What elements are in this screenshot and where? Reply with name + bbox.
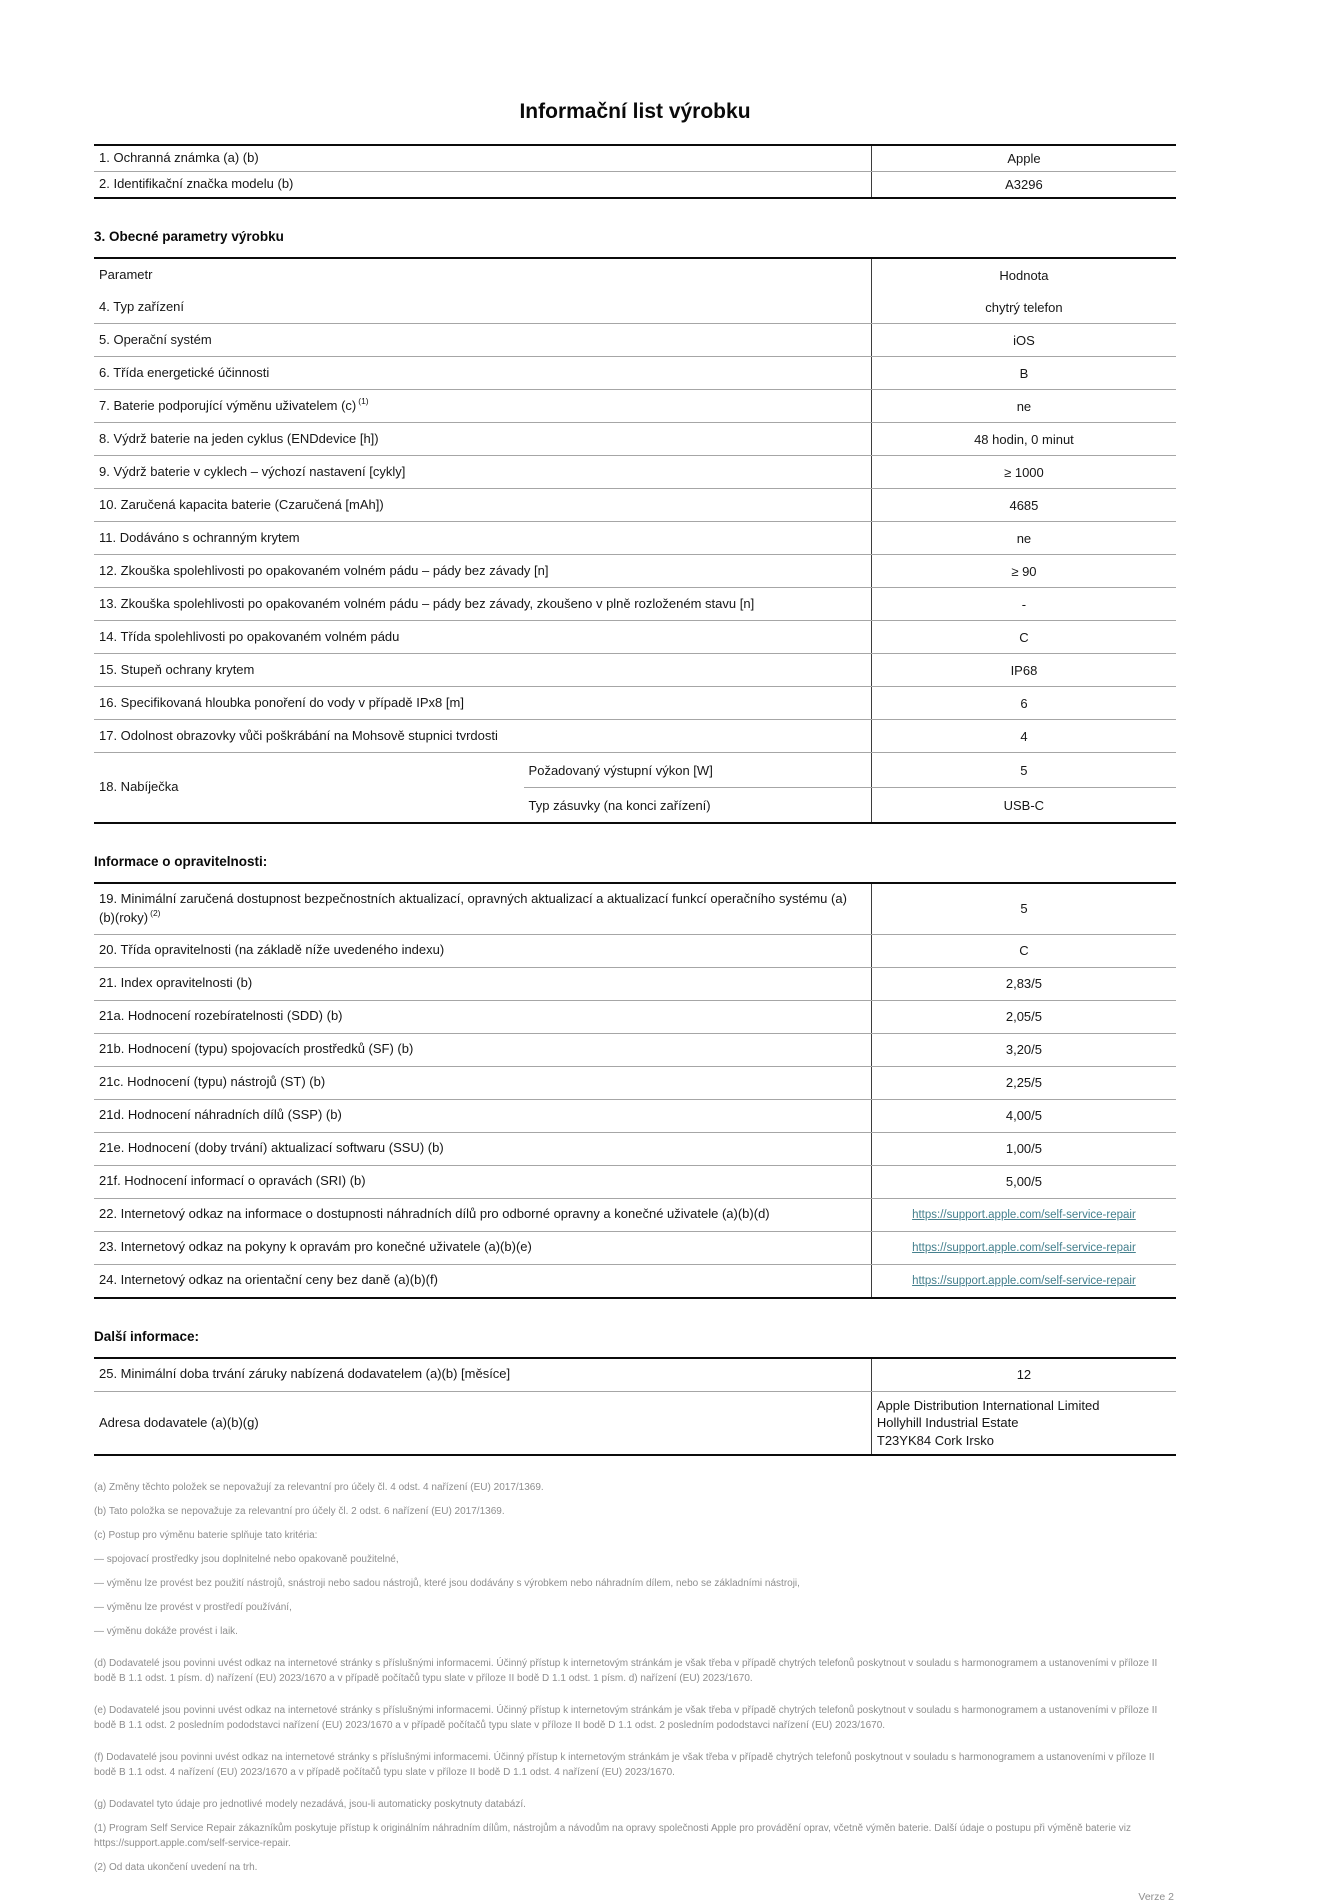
param-label-text: 20. Třída opravitelnosti (na základě níže uvedeného indexu) bbox=[99, 942, 445, 958]
param-value: 2,25/5 bbox=[871, 1067, 1176, 1099]
param-label-text: 21c. Hodnocení (typu) nástrojů (ST) (b) bbox=[99, 1074, 326, 1090]
param-label bbox=[94, 172, 871, 197]
table-row bbox=[94, 554, 1176, 587]
param-label-text: 13. Zkouška spolehlivosti po opakovaném volném pádu – pády bez závady, zkoušeno v plně rozloženém stavu [n] bbox=[99, 595, 755, 611]
table-row bbox=[94, 1066, 1176, 1099]
footnote: (d) Dodavatelé jsou povinni uvést odkaz na internetové stránky s příslušnými informacemi. Účinný přístup k internetovým stránkám je však třeba v případě chytrých telefonů poskytnout v souladu s harmonogramem a ustanoveními v příloze II bodě B 1.1 odst. 1 písm. d) nařízení (EU) 2023/1670 a v případě počítačů typu slate v příloze II bodě D 1.1 odst. 1 písm. d) nařízení (EU) 2023/1670. bbox=[94, 1658, 1158, 1685]
param-value: 6 bbox=[871, 687, 1176, 719]
param-value bbox=[871, 1232, 1176, 1264]
table-row bbox=[94, 719, 1176, 752]
param-label-text: 21e. Hodnocení (doby trvání) aktualizací softwaru (SSU) (b) bbox=[99, 1140, 444, 1156]
param-label bbox=[94, 1166, 871, 1198]
table-row bbox=[94, 686, 1176, 719]
table-row bbox=[94, 934, 1176, 967]
param-label-text: 1. Ochranná známka (a) (b) bbox=[99, 150, 259, 166]
param-label-text: 16. Specifikovaná hloubka ponoření do vody v případě IPx8 [m] bbox=[99, 694, 464, 710]
footnote: — výměnu lze provést bez použití nástrojů, snástroji nebo sadou nástrojů, které jsou dodávány s výrobkem nebo náhradním dílem, nebo se základními nástroji, bbox=[94, 1578, 800, 1590]
page-title: Informační list výrobku bbox=[519, 100, 751, 123]
self-service-repair-link[interactable]: https://support.apple.com/self-service-repair bbox=[912, 1241, 1136, 1254]
param-value bbox=[871, 1265, 1176, 1297]
table-row bbox=[94, 488, 1176, 521]
param-label-text: 21a. Hodnocení rozebíratelnosti (SDD) (b) bbox=[99, 1008, 343, 1024]
section-heading-repairability: Informace o opravitelnosti: bbox=[94, 854, 268, 869]
param-label-text: 24. Internetový odkaz na orientační ceny bez daně (a)(b)(f) bbox=[99, 1272, 438, 1288]
param-value: C bbox=[871, 935, 1176, 967]
param-value: USB-C bbox=[871, 788, 1176, 822]
footnote: (a) Změny těchto položek se nepovažují za relevantní pro účely čl. 4 odst. 4 nařízení (EU) 2017/1369. bbox=[94, 1482, 544, 1494]
self-service-repair-link[interactable]: https://support.apple.com/self-service-repair bbox=[912, 1208, 1136, 1221]
param-label bbox=[94, 687, 871, 719]
table-row bbox=[94, 1132, 1176, 1165]
footnote: — výměnu dokáže provést i laik. bbox=[94, 1626, 238, 1638]
self-service-repair-link[interactable]: https://support.apple.com/self-service-repair bbox=[912, 1274, 1136, 1287]
table-row bbox=[94, 884, 1176, 934]
param-label-text: 4. Typ zařízení bbox=[99, 298, 185, 314]
param-value: iOS bbox=[871, 324, 1176, 356]
version-label: Verze 2 bbox=[1138, 1891, 1174, 1903]
param-label bbox=[94, 423, 871, 455]
header-hodnota: Hodnota bbox=[871, 259, 1176, 291]
param-label bbox=[94, 720, 871, 752]
table-row bbox=[94, 323, 1176, 356]
table-row bbox=[94, 1033, 1176, 1066]
param-label bbox=[94, 522, 871, 554]
param-value: 2,05/5 bbox=[871, 1001, 1176, 1033]
footnote: (2) Od data ukončení uvedení na trh. bbox=[94, 1862, 258, 1874]
param-label-text: 5. Operační systém bbox=[99, 331, 212, 347]
param-label-text: 22. Internetový odkaz na informace o dostupnosti náhradních dílů pro odborné opravny a konečné uživatele (a)(b)(d) bbox=[99, 1206, 770, 1222]
footnote: (b) Tato položka se nepovažuje za relevantní pro účely čl. 2 odst. 6 nařízení (EU) 2017/1369. bbox=[94, 1506, 505, 1518]
param-label bbox=[94, 1359, 871, 1391]
param-value bbox=[871, 1392, 1176, 1455]
table-row bbox=[94, 521, 1176, 554]
other-information-table bbox=[94, 1357, 1176, 1457]
sub-rows bbox=[524, 753, 1176, 822]
param-label bbox=[94, 146, 871, 171]
param-label bbox=[94, 588, 871, 620]
param-label bbox=[94, 291, 871, 323]
footnote-ref: (2) bbox=[150, 907, 161, 918]
header-parametr: Parametr bbox=[99, 266, 153, 282]
param-label-text: 21f. Hodnocení informací o opravách (SRI) (b) bbox=[99, 1173, 366, 1189]
footnote: (g) Dodavatel tyto údaje pro jednotlivé modely nezadává, jsou-li automaticky poskytnuty databází. bbox=[94, 1799, 526, 1811]
param-value: ≥ 1000 bbox=[871, 456, 1176, 488]
param-value: B bbox=[871, 357, 1176, 389]
param-label bbox=[94, 1067, 871, 1099]
param-label-text: 23. Internetový odkaz na pokyny k opravám pro konečné uživatele (a)(b)(e) bbox=[99, 1239, 532, 1255]
param-value bbox=[871, 1199, 1176, 1231]
table-row bbox=[94, 1391, 1176, 1455]
sub-param-label: Typ zásuvky (na konci zařízení) bbox=[528, 797, 711, 813]
param-value: chytrý telefon bbox=[871, 291, 1176, 323]
section-heading-general: 3. Obecné parametry výrobku bbox=[94, 229, 284, 244]
param-value: 4685 bbox=[871, 489, 1176, 521]
table-row bbox=[94, 1165, 1176, 1198]
param-label bbox=[94, 390, 871, 422]
footnote: (c) Postup pro výměnu baterie splňuje tato kritéria: bbox=[94, 1530, 318, 1542]
param-label-text: 17. Odolnost obrazovky vůči poškrábání na Mohsově stupnici tvrdosti bbox=[99, 727, 498, 743]
footnote-ref: (1) bbox=[358, 395, 369, 406]
footnote: — spojovací prostředky jsou doplnitelné nebo opakovaně použitelné, bbox=[94, 1554, 399, 1566]
param-label-text: 12. Zkouška spolehlivosti po opakovaném volném pádu – pády bez závady [n] bbox=[99, 562, 549, 578]
param-label-text: 21d. Hodnocení náhradních dílů (SSP) (b) bbox=[99, 1107, 342, 1123]
param-value: 1,00/5 bbox=[871, 1133, 1176, 1165]
table-row bbox=[94, 620, 1176, 653]
sub-row bbox=[524, 753, 1176, 787]
param-label-text: 2. Identifikační značka modelu (b) bbox=[99, 176, 294, 192]
param-label bbox=[94, 357, 871, 389]
param-label-text: Adresa dodavatele (a)(b)(g) bbox=[99, 1414, 259, 1430]
param-label bbox=[94, 654, 871, 686]
footnote: (1) Program Self Service Repair zákazníkům poskytuje přístup k originálním náhradním dílům, nástrojům a návodům na opravy společnosti Apple pro provádění oprav, včetně výměn baterie. Další údaje o postupu při výměně baterie viz https://support.apple.com/self-service-repair. bbox=[94, 1823, 1132, 1850]
param-label bbox=[94, 1133, 871, 1165]
table-row bbox=[94, 1198, 1176, 1231]
param-value: 3,20/5 bbox=[871, 1034, 1176, 1066]
param-label-text: 11. Dodáváno s ochranným krytem bbox=[99, 529, 300, 545]
param-label-text: 6. Třída energetické účinnosti bbox=[99, 364, 270, 380]
sub-param-label: Požadovaný výstupní výkon [W] bbox=[528, 762, 713, 778]
table-row bbox=[94, 146, 1176, 171]
product-information-sheet bbox=[94, 0, 1176, 1903]
param-label bbox=[94, 489, 871, 521]
param-label bbox=[94, 1034, 871, 1066]
param-value: IP68 bbox=[871, 654, 1176, 686]
param-label bbox=[94, 555, 871, 587]
param-value: 5 bbox=[871, 753, 1176, 787]
table-row bbox=[94, 1359, 1176, 1391]
table-row bbox=[94, 1000, 1176, 1033]
footnote: (f) Dodavatelé jsou povinni uvést odkaz na internetové stránky s příslušnými informacemi. Účinný přístup k internetovým stránkám je však třeba v případě chytrých telefonů poskytnout v souladu s harmonogramem a ustanoveními v příloze II bodě B 1.1 odst. 4 nařízení (EU) 2023/1670 a v případě počítačů typu slate v příloze II bodě D 1.1 odst. 4 nařízení (EU) 2023/1670. bbox=[94, 1752, 1155, 1779]
sub-row bbox=[524, 787, 1176, 822]
identification-table bbox=[94, 144, 1176, 199]
param-value: - bbox=[871, 588, 1176, 620]
table-row bbox=[94, 422, 1176, 455]
param-label bbox=[94, 1392, 871, 1455]
param-value: C bbox=[871, 621, 1176, 653]
param-value: 12 bbox=[871, 1359, 1176, 1391]
table-row bbox=[94, 1264, 1176, 1297]
param-label bbox=[94, 324, 871, 356]
table-row bbox=[94, 1099, 1176, 1132]
param-label bbox=[94, 1232, 871, 1264]
table-row bbox=[94, 587, 1176, 620]
param-value: ne bbox=[871, 390, 1176, 422]
param-label bbox=[94, 1199, 871, 1231]
table-row bbox=[94, 967, 1176, 1000]
table-row bbox=[94, 389, 1176, 422]
table-row bbox=[94, 171, 1176, 197]
address-line: T23YK84 Cork Irsko bbox=[876, 1432, 994, 1448]
param-label-text: 21. Index opravitelnosti (b) bbox=[99, 975, 253, 991]
param-label-text: 19. Minimální zaručená dostupnost bezpečnostních aktualizací, opravných aktualizací a aktualizací funkcí operačního systému (a)(b)(roky) $^{(2)}$ bbox=[99, 891, 847, 925]
footnote: — výměnu lze provést v prostředí používání, bbox=[94, 1602, 292, 1614]
param-label-text: 15. Stupeň ochrany krytem bbox=[99, 661, 255, 677]
footnote: (e) Dodavatelé jsou povinni uvést odkaz na internetové stránky s příslušnými informacemi. Účinný přístup k internetovým stránkám je však třeba v případě chytrých telefonů poskytnout v souladu s harmonogramem a ustanoveními v příloze II bodě B 1.1 odst. 2 posledním pododstavci nařízení (EU) 2023/1670 a v případě počítačů typu slate v příloze II bodě D 1.1 odst. 2 posledním pododstavci nařízení (EU) 2023/1670. bbox=[94, 1705, 1158, 1732]
footnotes-block bbox=[94, 1480, 1176, 1875]
param-value: Apple bbox=[871, 146, 1176, 171]
param-value: 5 bbox=[871, 884, 1176, 934]
param-label bbox=[94, 753, 524, 822]
table-header-row bbox=[94, 259, 1176, 291]
param-value: 48 hodin, 0 minut bbox=[871, 423, 1176, 455]
param-label bbox=[94, 1001, 871, 1033]
param-label-text: 25. Minimální doba trvání záruky nabízená dodavatelem (a)(b) [měsíce] bbox=[99, 1366, 511, 1382]
param-label bbox=[94, 935, 871, 967]
param-value: 2,83/5 bbox=[871, 968, 1176, 1000]
param-label-text: 14. Třída spolehlivosti po opakovaném volném pádu bbox=[99, 628, 400, 644]
param-label bbox=[94, 456, 871, 488]
param-label-text: 8. Výdrž baterie na jeden cyklus (ENDdevice [h]) bbox=[99, 430, 379, 446]
table-row bbox=[94, 356, 1176, 389]
table-row bbox=[94, 291, 1176, 323]
param-value: A3296 bbox=[871, 172, 1176, 197]
param-label-text: 21b. Hodnocení (typu) spojovacích prostředků (SF) (b) bbox=[99, 1041, 414, 1057]
param-label bbox=[94, 968, 871, 1000]
address-line: Hollyhill Industrial Estate bbox=[876, 1415, 1019, 1431]
repairability-table bbox=[94, 882, 1176, 1299]
section-heading-other: Další informace: bbox=[94, 1328, 200, 1344]
address-line: Apple Distribution International Limited bbox=[876, 1397, 1100, 1413]
param-value: 5,00/5 bbox=[871, 1166, 1176, 1198]
table-row bbox=[94, 455, 1176, 488]
table-row bbox=[94, 752, 1176, 822]
param-value: ne bbox=[871, 522, 1176, 554]
general-parameters-table bbox=[94, 257, 1176, 824]
param-label bbox=[94, 1265, 871, 1297]
param-label bbox=[94, 621, 871, 653]
param-label bbox=[94, 884, 871, 934]
param-label-text: 10. Zaručená kapacita baterie (Czaručená [mAh]) bbox=[99, 496, 384, 512]
table-row bbox=[94, 653, 1176, 686]
table-row bbox=[94, 1231, 1176, 1264]
param-value: 4 bbox=[871, 720, 1176, 752]
param-value: ≥ 90 bbox=[871, 555, 1176, 587]
param-label-text: 18. Nabíječka bbox=[99, 779, 179, 795]
param-label-text: 7. Baterie podporující výměnu uživatelem (c) $^{(1)}$ bbox=[99, 395, 369, 413]
param-value: 4,00/5 bbox=[871, 1100, 1176, 1132]
param-label bbox=[94, 1100, 871, 1132]
param-label-text: 9. Výdrž baterie v cyklech – výchozí nastavení [cykly] bbox=[99, 463, 406, 479]
